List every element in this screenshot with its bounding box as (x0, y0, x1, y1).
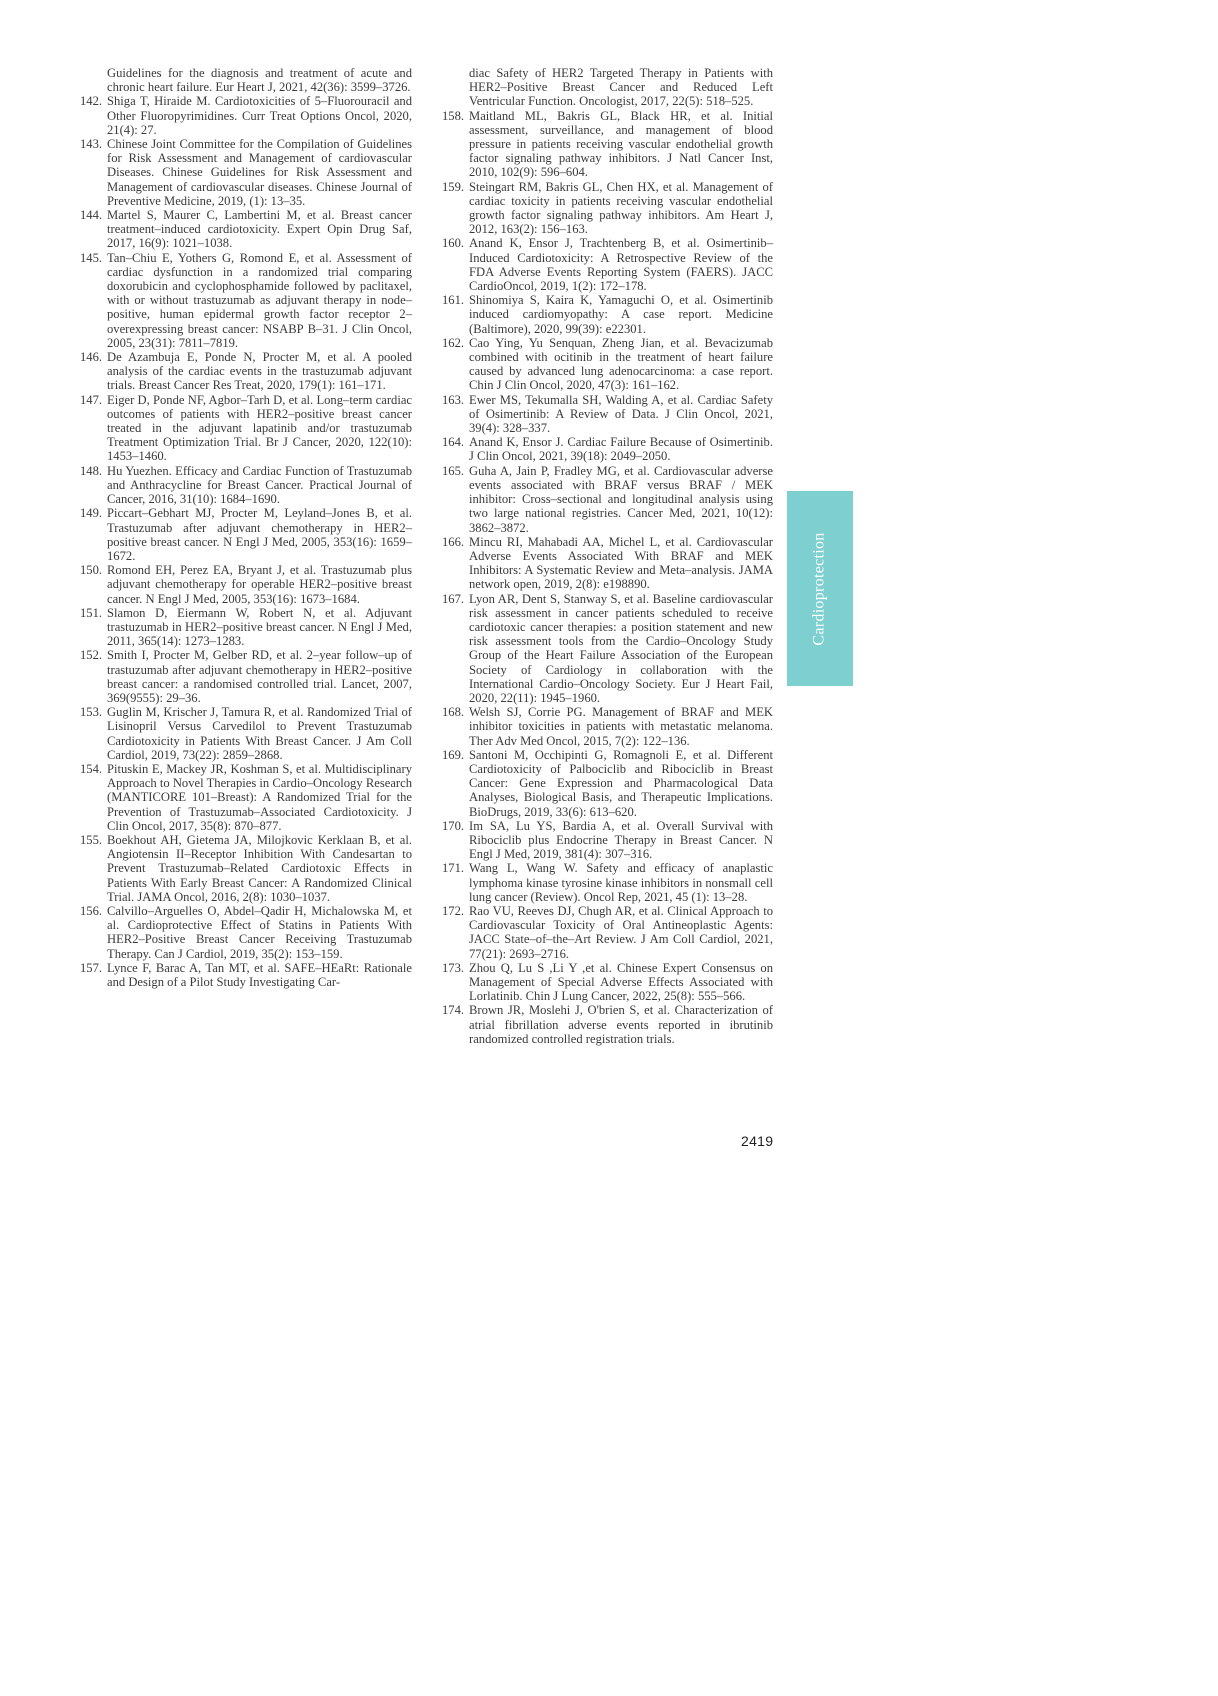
reference-number: 151. (80, 605, 103, 620)
reference-text: Ewer MS, Tekumalla SH, Walding A, et al. Cardiac Safety of Osimertinib: A Review of Data. J Clin Oncol, 2021, 39(4): 328–337. (469, 392, 773, 436)
reference-text: Im SA, Lu YS, Bardia A, et al. Overall Survival with Ribociclib plus Endocrine Therapy in Breast Cancer. N Engl J Med, 2019, 381(4): 307–316. (469, 818, 773, 862)
reference-entry (442, 109, 773, 180)
reference-entry (80, 648, 412, 705)
reference-text: Shinomiya S, Kaira K, Yamaguchi O, et al. Osimertinib induced cardiomyopathy: A case report. Medicine (Baltimore), 2020, 99(39): e22301. (469, 293, 773, 336)
reference-entry (80, 833, 412, 904)
left-reference-column (80, 66, 412, 989)
reference-number: 152. (80, 648, 103, 663)
reference-number: 165. (442, 463, 465, 478)
reference-entry (80, 66, 412, 94)
reference-text: Brown JR, Moslehi J, O'brien S, et al. Characterization of atrial fibrillation adverse events reported in ibrutinib randomized controlled registration trials. (469, 1003, 773, 1046)
reference-entry (80, 762, 412, 833)
reference-number: 174. (442, 1003, 465, 1018)
reference-entry (442, 293, 773, 336)
reference-entry (442, 393, 773, 436)
reference-entry (80, 208, 412, 251)
reference-number: 163. (442, 392, 465, 407)
reference-entry (80, 506, 412, 563)
reference-entry (442, 535, 773, 592)
reference-entry (80, 904, 412, 961)
reference-entry (80, 137, 412, 208)
reference-entry (80, 393, 412, 464)
reference-number: 145. (80, 250, 103, 265)
reference-text: Guidelines for the diagnosis and treatment of acute and chronic heart failure. Eur Heart J, 2021, 42(36): 3599–3726. (107, 66, 412, 95)
reference-number: 172. (442, 903, 465, 918)
reference-number: 166. (442, 534, 465, 549)
reference-entry (442, 819, 773, 862)
reference-text: Cao Ying, Yu Senquan, Zheng Jian, et al. Bevacizumab combined with ocitinib in the treatment of heart failure caused by advanced lung adenocarcinoma: a case report. Chin J Clin Oncol, 2020, 47(3): 161–162. (469, 335, 773, 393)
reference-number: 171. (442, 861, 465, 876)
reference-text: Pituskin E, Mackey JR, Koshman S, et al. Multidisciplinary Approach to Novel Therapies in Cardio–Oncology Research (MANTICORE 101–Breast): A Randomized Trial for the Prevention of Trastuzumab–Associated Cardiotoxicity. J Clin Oncol, 2017, 35(8): 870–877. (107, 761, 412, 833)
reference-number: 169. (442, 747, 465, 762)
reference-entry (80, 94, 412, 137)
reference-number: 150. (80, 563, 103, 578)
reference-number: 156. (80, 903, 103, 918)
reference-number: 144. (80, 208, 103, 223)
reference-text: Mincu RI, Mahabadi AA, Michel L, et al. Cardiovascular Adverse Events Associated With BRAF and MEK Inhibitors: A Systematic Review and Meta–analysis. JAMA network open, 2019, 2(8): e198890. (469, 534, 773, 592)
reference-text: Welsh SJ, Corrie PG. Management of BRAF and MEK inhibitor toxicities in patients with metastatic melanoma. Ther Adv Med Oncol, 2015, 7(2): 122–136. (469, 705, 773, 748)
reference-number: 164. (442, 435, 465, 450)
reference-text: Lyon AR, Dent S, Stanway S, et al. Baseline cardiovascular risk assessment in cancer patients scheduled to receive cardiotoxic cancer therapies: a position statement and new risk assessment tools from the Cardio–Oncology Study Group of the Heart Failure Association of the European Society of Cardiology in collaboration with the International Cardio–Oncology Society. Eur J Heart Fail, 2020, 22(11): 1945–1960. (469, 591, 773, 705)
section-side-tab-label: Cardioprotection (811, 531, 828, 646)
reference-entry (80, 606, 412, 649)
reference-entry (80, 705, 412, 762)
reference-entry (442, 180, 773, 237)
reference-number: 147. (80, 392, 103, 407)
reference-number: 148. (80, 463, 103, 478)
page-number: 2419 (741, 1133, 774, 1149)
reference-text: Zhou Q, Lu S ,Li Y ,et al. Chinese Expert Consensus on Management of Special Adverse Effects Associated with Lorlatinib. Chin J Lung Cancer, 2022, 25(8): 555–566. (469, 960, 773, 1004)
reference-text: Anand K, Ensor J. Cardiac Failure Because of Osimertinib. J Clin Oncol, 2021, 39(18): 2049–2050. (469, 435, 773, 464)
reference-entry (80, 464, 412, 507)
reference-number: 173. (442, 960, 465, 975)
reference-number: 158. (442, 108, 465, 123)
reference-text: Martel S, Maurer C, Lambertini M, et al. Breast cancer treatment–induced cardiotoxicity. Expert Opin Drug Saf, 2017, 16(9): 1021–1038. (107, 208, 412, 251)
reference-entry (442, 336, 773, 393)
reference-entry (442, 66, 773, 109)
reference-text: Guglin M, Krischer J, Tamura R, et al. Randomized Trial of Lisinopril Versus Carvedilol to Prevent Trastuzumab Cardiotoxicity in Patients With Breast Cancer. J Am Coll Cardiol, 2019, 73(22): 2859–2868. (107, 705, 412, 762)
reference-entry (442, 236, 773, 293)
reference-number: 142. (80, 94, 103, 109)
reference-text: Lynce F, Barac A, Tan MT, et al. SAFE–HEaRt: Rationale and Design of a Pilot Study Investigating Car- (107, 960, 412, 989)
reference-text: Santoni M, Occhipinti G, Romagnoli E, et al. Different Cardiotoxicity of Palbociclib and Ribociclib in Breast Cancer: Gene Expression and Pharmacological Data Analyses, Biological Basis, and Therapeutic Implications. BioDrugs, 2019, 33(6): 613–620. (469, 747, 773, 819)
reference-entry (442, 904, 773, 961)
reference-text: Smith I, Procter M, Gelber RD, et al. 2–year follow–up of trastuzumab after adjuvant chemotherapy in HER2–positive breast cancer: a randomised controlled trial. Lancet, 2007, 369(9555): 29–36. (107, 648, 412, 705)
reference-text: Steingart RM, Bakris GL, Chen HX, et al. Management of cardiac toxicity in patients receiving vascular endothelial growth factor signaling pathway inhibitors. Am Heart J, 2012, 163(2): 156–163. (469, 179, 773, 237)
reference-text: Eiger D, Ponde NF, Agbor–Tarh D, et al. Long–term cardiac outcomes of patients with HER2–positive breast cancer treated in the adjuvant lapatinib and/or trastuzumab Treatment Optimization Trial. Br J Cancer, 2020, 122(10): 1453–1460. (107, 392, 412, 464)
reference-number: 167. (442, 591, 465, 606)
reference-number: 160. (442, 236, 465, 251)
reference-entry (442, 464, 773, 535)
reference-entry (80, 251, 412, 350)
reference-number: 153. (80, 705, 103, 720)
reference-number: 168. (442, 705, 465, 720)
reference-text: Slamon D, Eiermann W, Robert N, et al. Adjuvant trastuzumab in HER2–positive breast cancer. N Engl J Med, 2011, 365(14): 1273–1283. (107, 605, 412, 649)
reference-entry (442, 592, 773, 706)
reference-number: 143. (80, 137, 103, 152)
reference-text: Shiga T, Hiraide M. Cardiotoxicities of 5–Fluorouracil and Other Fluoropyrimidines. Curr Treat Options Oncol, 2020, 21(4): 27. (107, 94, 412, 137)
reference-entry (442, 748, 773, 819)
reference-number: 162. (442, 335, 465, 350)
reference-entry (442, 705, 773, 748)
reference-text: Hu Yuezhen. Efficacy and Cardiac Function of Trastuzumab and Anthracycline for Breast Cancer. Practical Journal of Cancer, 2016, 31(10): 1684–1690. (107, 463, 412, 507)
reference-text: Boekhout AH, Gietema JA, Milojkovic Kerklaan B, et al. Angiotensin II–Receptor Inhibition With Candesartan to Prevent Trastuzumab–Related Cardiotoxic Effects in Patients With Early Breast Cancer: A Randomized Clinical Trial. JAMA Oncol, 2016, 2(8): 1030–1037. (107, 832, 412, 904)
reference-text: Romond EH, Perez EA, Bryant J, et al. Trastuzumab plus adjuvant chemotherapy for operable HER2–positive breast cancer. N Engl J Med, 2005, 353(16): 1673–1684. (107, 563, 412, 606)
reference-text: Chinese Joint Committee for the Compilation of Guidelines for Risk Assessment and Management of cardiovascular Diseases. Chinese Guidelines for Risk Assessment and Management of cardiovascular diseases. Chinese Journal of Preventive Medicine, 2019, (1): 13–35. (107, 137, 412, 208)
reference-text: Piccart–Gebhart MJ, Procter M, Leyland–Jones B, et al. Trastuzumab after adjuvant chemotherapy in HER2–positive breast cancer. N Engl J Med, 2005, 353(16): 1659–1672. (107, 506, 412, 563)
reference-text: Maitland ML, Bakris GL, Black HR, et al. Initial assessment, surveillance, and management of blood pressure in patients receiving vascular endothelial growth factor signaling pathway inhibitors. J Natl Cancer Inst, 2010, 102(9): 596–604. (469, 108, 773, 180)
reference-text: Calvillo–Arguelles O, Abdel–Qadir H, Michalowska M, et al. Cardioprotective Effect of Statins in Patients With HER2–Positive Breast Cancer Receiving Trastuzumab Therapy. Can J Cardiol, 2019, 35(2): 153–159. (107, 903, 412, 961)
reference-number: 157. (80, 960, 103, 975)
reference-number: 161. (442, 293, 465, 308)
reference-entry (442, 1003, 773, 1046)
reference-number: 146. (80, 350, 103, 365)
reference-text: De Azambuja E, Ponde N, Procter M, et al. A pooled analysis of the cardiac events in the trastuzumab adjuvant trials. Breast Cancer Res Treat, 2020, 179(1): 161–171. (107, 350, 412, 393)
reference-entry (80, 961, 412, 989)
reference-text: Tan–Chiu E, Yothers G, Romond E, et al. Assessment of cardiac dysfunction in a randomized trial comparing doxorubicin and cyclophosphamide followed by paclitaxel, with or without trastuzumab as adjuvant therapy in node–positive, human epidermal growth factor receptor 2–overexpressing breast cancer: NSABP B–31. J Clin Oncol, 2005, 23(31): 7811–7819. (107, 250, 412, 350)
reference-entry (442, 861, 773, 904)
reference-number: 159. (442, 179, 465, 194)
reference-text: Guha A, Jain P, Fradley MG, et al. Cardiovascular adverse events associated with BRAF versus BRAF / MEK inhibitor: Cross–sectional and longitudinal analysis using two large national registries. Cancer Med, 2021, 10(12): 3862–3872. (469, 463, 773, 535)
section-side-tab (787, 491, 853, 686)
reference-number: 170. (442, 818, 465, 833)
reference-entry (442, 961, 773, 1004)
reference-text: Rao VU, Reeves DJ, Chugh AR, et al. Clinical Approach to Cardiovascular Toxicity of Oral Antineoplastic Agents: JACC State–of–the–Art Review. J Am Coll Cardiol, 2021, 77(21): 2693–2716. (469, 903, 773, 961)
reference-number: 154. (80, 761, 103, 776)
reference-entry (80, 563, 412, 606)
reference-number: 155. (80, 832, 103, 847)
reference-text: Anand K, Ensor J, Trachtenberg B, et al. Osimertinib–Induced Cardiotoxicity: A Retrospective Review of the FDA Adverse Events Reporting System (FAERS). JACC CardioOncol, 2019, 1(2): 172–178. (469, 236, 773, 294)
reference-text: diac Safety of HER2 Targeted Therapy in Patients with HER2–Positive Breast Cancer and Reduced Left Ventricular Function. Oncologist, 2017, 22(5): 518–525. (469, 66, 773, 109)
right-reference-column (442, 66, 773, 1046)
reference-text: Wang L, Wang W. Safety and efficacy of anaplastic lymphoma kinase tyrosine kinase inhibitors in nonsmall cell lung cancer (Review). Oncol Rep, 2021, 45 (1): 13–28. (469, 861, 773, 904)
reference-entry (442, 435, 773, 463)
reference-entry (80, 350, 412, 393)
reference-number: 149. (80, 506, 103, 521)
